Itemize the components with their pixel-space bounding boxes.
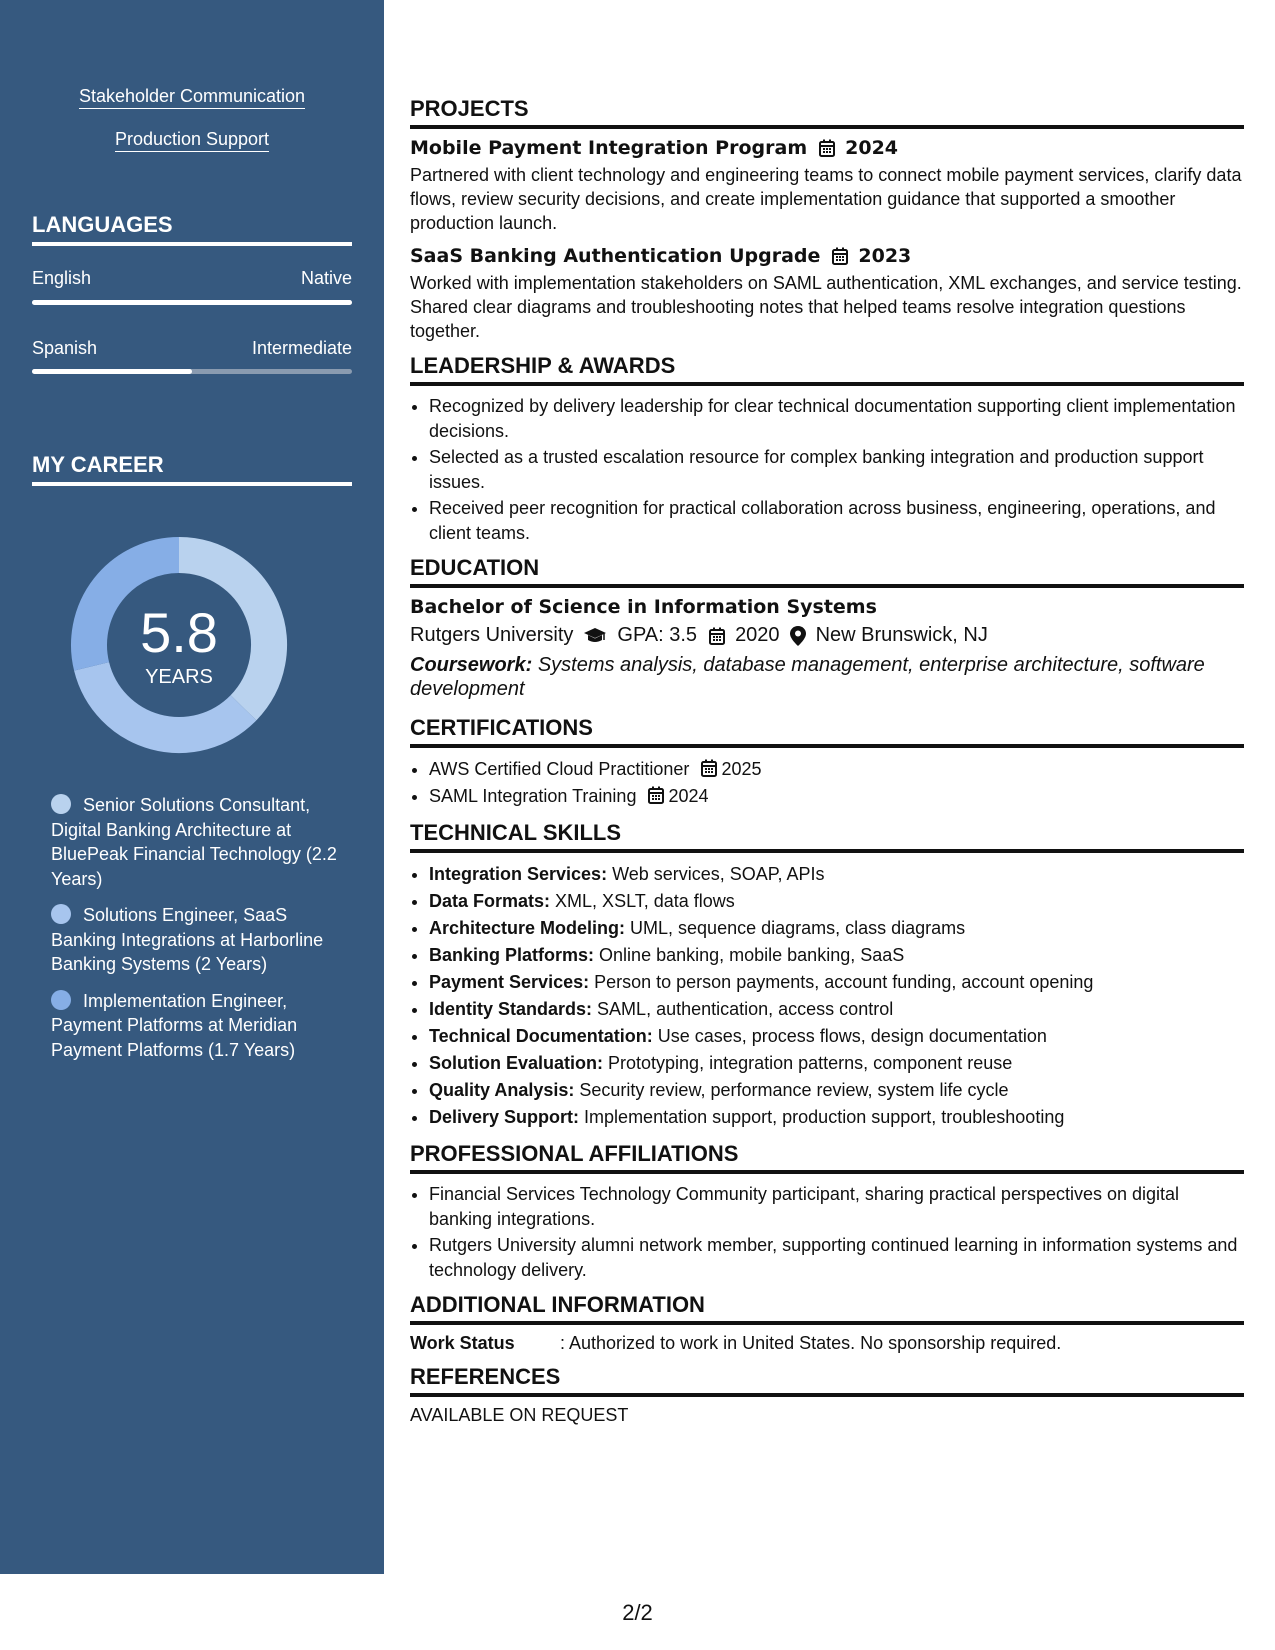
certifications-list [410, 756, 1244, 810]
career-dot-icon [51, 904, 71, 924]
section-heading: LEADERSHIP & AWARDS [410, 353, 1244, 386]
career-item: Senior Solutions Consultant, Digital Banking Architecture at BluePeak Financial Technology (2.2 Years) [51, 795, 337, 889]
list-item: • Integration Services: Web services, SOAP, APIs [429, 861, 1244, 888]
leadership-list [410, 394, 1244, 545]
list-item: • Technical Documentation: Use cases, process flows, design documentation [429, 1023, 1244, 1050]
calendar-icon [709, 627, 725, 645]
list-item: • Recognized by delivery leadership for clear technical documentation supporting client implementation decisions. [429, 394, 1244, 443]
sidebar [0, 0, 384, 1574]
section-heading: PROJECTS [410, 96, 1244, 129]
info-value: : Authorized to work in United States. No sponsorship required. [560, 1333, 1062, 1353]
career-item: Implementation Engineer, Payment Platforms at Meridian Payment Platforms (1.7 Years) [51, 990, 298, 1060]
location-pin-icon [790, 626, 806, 646]
coursework: Coursework: Systems analysis, database management, enterprise architecture, software development [410, 654, 1205, 700]
graduation-cap-icon [583, 627, 607, 645]
list-item: • Received peer recognition for practical collaboration across business, engineering, operations, and client teams. [429, 496, 1244, 545]
list-item: • Rutgers University alumni network member, supporting continued learning in information systems and technology delivery. [429, 1233, 1244, 1282]
list-item: • Data Formats: XML, XSLT, data flows [429, 888, 1244, 915]
section-heading: PROFESSIONAL AFFILIATIONS [410, 1141, 1244, 1174]
language-name: Spanish [32, 338, 98, 358]
career-total-unit: YEARS [145, 666, 213, 688]
skill-link[interactable]: Stakeholder Communication [0, 86, 384, 107]
language-row [32, 268, 352, 289]
career-item: Solutions Engineer, SaaS Banking Integrations at Harborline Banking Systems (2 Years) [51, 905, 324, 974]
language-row [32, 338, 352, 359]
leadership-section [410, 353, 1244, 545]
language-level: Intermediate [251, 338, 352, 358]
list-item: • Architecture Modeling: UML, sequence diagrams, class diagrams [429, 915, 1244, 942]
language-bar-fill [32, 300, 352, 305]
career-list [51, 793, 341, 1074]
references-section [410, 1364, 1244, 1426]
section-heading: REFERENCES [410, 1364, 1244, 1397]
project-description: Partnered with client technology and engineering teams to connect mobile payment services, clarify data flows, review security decisions, and create implementation guidance that supported a smoother production launch. [410, 165, 1242, 233]
references-text: AVAILABLE ON REQUEST [410, 1405, 629, 1425]
project-description: Worked with implementation stakeholders on SAML authentication, XML exchanges, and service testing. Shared clear diagrams and troubleshooting notes that helped teams resolve integration questions together. [410, 273, 1242, 341]
calendar-icon [648, 786, 664, 804]
language-level: Native [300, 268, 352, 288]
language-name: English [32, 268, 92, 288]
calendar-icon [701, 759, 717, 777]
language-bar-fill [32, 369, 192, 374]
project-year: 2024 [845, 137, 899, 159]
languages-heading: LANGUAGES [32, 212, 352, 246]
section-heading: CERTIFICATIONS [410, 715, 1244, 748]
graduation-year: 2020 [735, 624, 780, 646]
technical-skills-list [410, 861, 1244, 1131]
projects-section [410, 96, 1244, 343]
education-section [410, 555, 1244, 701]
certifications-section [410, 715, 1244, 810]
project-title: SaaS Banking Authentication Upgrade 2023 [410, 245, 912, 267]
project-year: 2023 [858, 245, 912, 267]
list-item: • Banking Platforms: Online banking, mobile banking, SaaS [429, 942, 1244, 969]
list-item: • Financial Services Technology Community participant, sharing practical perspectives on digital banking integrations. [429, 1182, 1244, 1231]
project-title: Mobile Payment Integration Program 2024 [410, 137, 899, 159]
skill-link[interactable]: Production Support [0, 129, 384, 150]
education-details [410, 624, 1244, 647]
page-number: 2/2 [622, 1600, 653, 1625]
school-name: Rutgers University [410, 624, 574, 646]
info-row [410, 1333, 1244, 1354]
gpa: GPA: 3.5 [617, 624, 698, 646]
affiliations-list [410, 1182, 1244, 1282]
career-dot-icon [51, 794, 71, 814]
list-item: • SAML Integration Training 2024 [429, 783, 1244, 810]
language-bar [32, 369, 352, 374]
technical-skills-section [410, 820, 1244, 1131]
list-item: • Selected as a trusted escalation resource for complex banking integration and production support issues. [429, 445, 1244, 494]
language-bar [32, 300, 352, 305]
career-heading: MY CAREER [32, 452, 352, 486]
career-dot-icon [51, 990, 71, 1010]
list-item: • Solution Evaluation: Prototyping, integration patterns, component reuse [429, 1050, 1244, 1077]
calendar-icon [819, 139, 835, 157]
list-item: • Identity Standards: SAML, authentication, access control [429, 996, 1244, 1023]
career-total-years: 5.8 [140, 601, 218, 664]
list-item: • Payment Services: Person to person payments, account funding, account opening [429, 969, 1244, 996]
degree-title: Bachelor of Science in Information Systems [410, 596, 877, 618]
section-heading: EDUCATION [410, 555, 1244, 588]
additional-info-section [410, 1292, 1244, 1354]
list-item: • Delivery Support: Implementation support, production support, troubleshooting [429, 1104, 1244, 1131]
info-label: Work Status [410, 1333, 515, 1353]
list-item: • AWS Certified Cloud Practitioner 2025 [429, 756, 1244, 783]
list-item: • Quality Analysis: Security review, performance review, system life cycle [429, 1077, 1244, 1104]
section-heading: ADDITIONAL INFORMATION [410, 1292, 1244, 1325]
affiliations-section [410, 1141, 1244, 1282]
section-heading: TECHNICAL SKILLS [410, 820, 1244, 853]
calendar-icon [832, 247, 848, 265]
location: New Brunswick, NJ [815, 624, 988, 646]
main-content [410, 96, 1244, 1426]
